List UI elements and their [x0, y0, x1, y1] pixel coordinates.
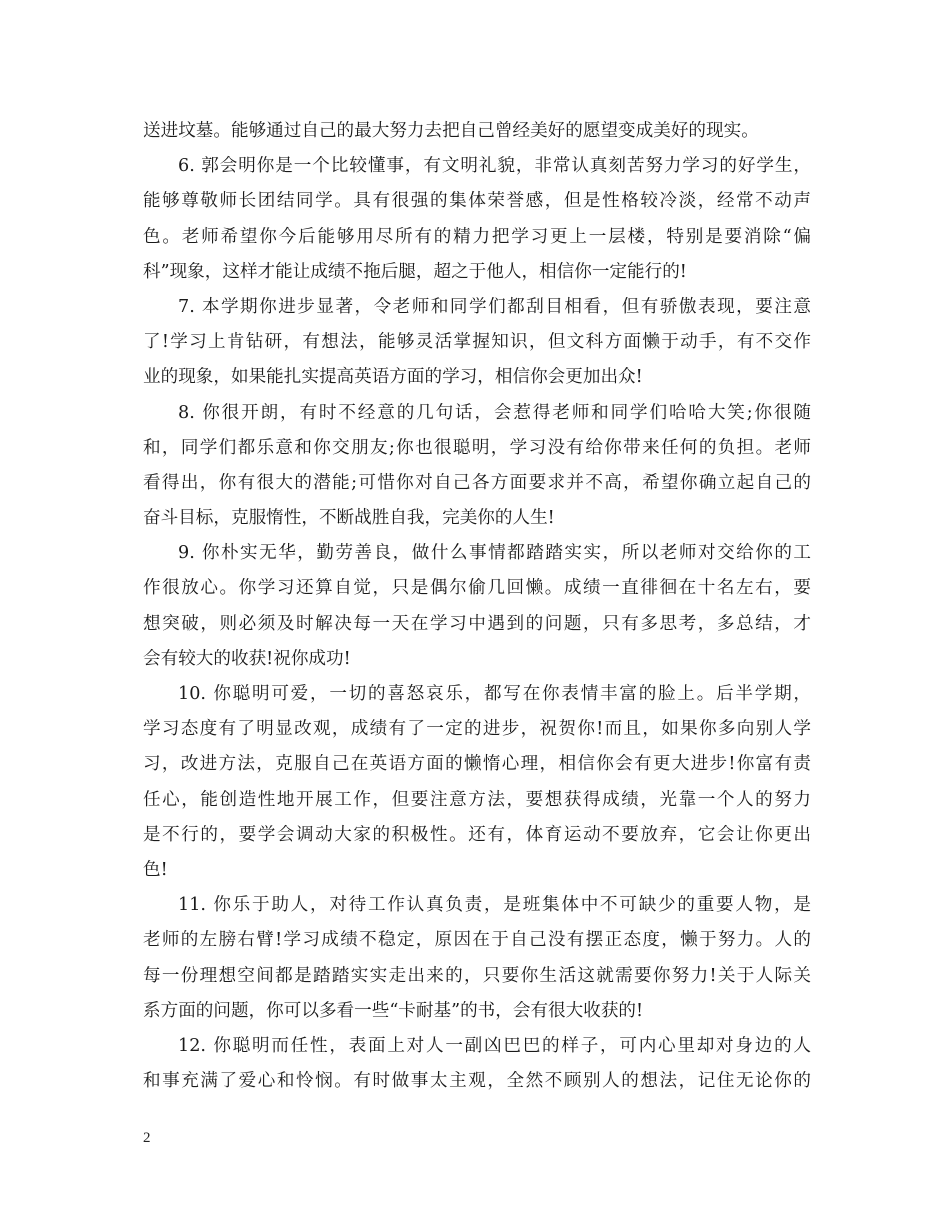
text-line: 9. 你朴实无华，勤劳善良，做什么事情都踏踏实实，所以老师对交给你的工	[178, 543, 811, 564]
document-body	[143, 114, 811, 1099]
text-line: 老师的左膀右臂!学习成绩不稳定，原因在于自己没有摆正态度，懒于努力。人的	[143, 930, 811, 951]
text-line: 色。老师希望你今后能够用尽所有的精力把学习更上一层楼，特别是要消除“偏	[143, 226, 811, 247]
text-line: 色!	[143, 859, 168, 880]
text-line: 科”现象，这样才能让成绩不拖后腿，超之于他人，相信你一定能行的!	[143, 261, 687, 282]
text-line: 送进坟墓。能够通过自己的最大努力去把自己曾经美好的愿望变成美好的现实。	[143, 121, 759, 141]
text-line: 10. 你聪明可爱，一切的喜怒哀乐，都写在你表情丰富的脸上。后半学期，	[178, 684, 811, 704]
text-line: 业的现象，如果能扎实提高英语方面的学习，相信你会更加出众!	[143, 367, 643, 388]
text-line: 12. 你聪明而任性，表面上对人一副凶巴巴的样子，可内心里却对身边的人	[178, 1035, 811, 1056]
text-line: 和事充满了爱心和怜悯。有时做事太主观，全然不顾别人的想法，记住无论你的	[143, 1071, 811, 1092]
text-line: 了!学习上肯钻研，有想法，能够灵活掌握知识，但文科方面懒于动手，有不交作	[143, 332, 811, 353]
page-number: 2	[143, 1130, 151, 1146]
text-line: 11. 你乐于助人，对待工作认真负责，是班集体中不可缺少的重要人物，是	[178, 895, 811, 916]
text-line: 是不行的，要学会调动大家的积极性。还有，体育运动不要放弃，它会让你更出	[143, 824, 811, 845]
text-line: 8. 你很开朗，有时不经意的几句话，会惹得老师和同学们哈哈大笑;你很随	[178, 402, 811, 423]
text-line: 奋斗目标，克服惰性，不断战胜自我，完美你的人生!	[143, 508, 555, 529]
text-line: 任心，能创造性地开展工作，但要注意方法，要想获得成绩，光靠一个人的努力	[143, 789, 811, 810]
text-line: 会有较大的收获!祝你成功!	[143, 648, 351, 669]
text-line: 想突破，则必须及时解决每一天在学习中遇到的问题，只有多思考，多总结，才	[143, 613, 811, 634]
text-line: 看得出，你有很大的潜能;可惜你对自己各方面要求并不高，希望你确立起自己的	[143, 472, 811, 493]
text-line: 作很放心。你学习还算自觉，只是偶尔偷几回懒。成绩一直徘徊在十名左右，要	[143, 578, 811, 599]
text-line: 每一份理想空间都是踏踏实实走出来的，只要你生活这就需要你努力!关于人际关	[143, 965, 811, 986]
text-line: 和，同学们都乐意和你交朋友;你也很聪明，学习没有给你带来任何的负担。老师	[143, 437, 811, 458]
text-line: 系方面的问题，你可以多看一些“卡耐基”的书，会有很大收获的!	[143, 1000, 644, 1021]
text-line: 7. 本学期你进步显著，令老师和同学们都刮目相看，但有骄傲表现，要注意	[178, 296, 811, 317]
text-line: 能够尊敬师长团结同学。具有很强的集体荣誉感，但是性格较冷淡，经常不动声	[143, 191, 811, 212]
text-line: 学习态度有了明显改观，成绩有了一定的进步，祝贺你!而且，如果你多向别人学	[143, 719, 811, 740]
text-line: 6. 郭会明你是一个比较懂事，有文明礼貌，非常认真刻苦努力学习的好学生，	[178, 156, 811, 177]
text-line: 习，改进方法，克服自己在英语方面的懒惰心理，相信你会有更大进步!你富有责	[143, 754, 811, 775]
